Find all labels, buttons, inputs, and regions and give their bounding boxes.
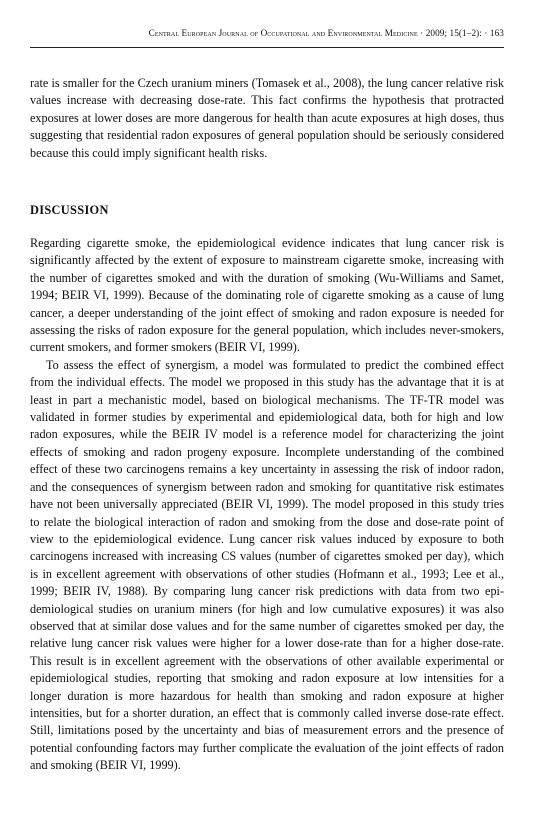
header-rule bbox=[30, 47, 504, 48]
section-heading: DISCUSSION bbox=[30, 203, 109, 217]
paragraph: rate is smaller for the Czech uranium miners (Tomasek et al., 2008), the lung cancer relative risk values increase with decreasing dose-rate. This fact confirms the hypothesis that protracted exposures at lower doses are more dangerous for health than acute exposures at high doses, thus suggesting that residential radon exposures of general population should be seriously considered because this could imply significant health risks. bbox=[30, 76, 504, 160]
issue-citation: · 2009; 15(1–2): · 163 bbox=[417, 28, 504, 38]
journal-title: Central European Journal of Occupational and Environmental Medicine bbox=[148, 28, 418, 38]
paragraph: To assess the effect of synergism, a model was formulated to predict the combined effect from the individual effects. The model we proposed in this study has the advantage that it is at least in part a mechanistic model, based on biological mechanisms. The TF-TR model was validated in former studies by experimental and epidemiological data, both for high and low radon exposures, while the BEIR IV model is a reference model for characterizing the joint effects of smoking and radon progeny exposure. Incomplete understanding of the combined effect of these two carcinogens remains a key uncertainty in assessing the risk of indoor radon, and the consequences of synergism between radon and smoking for quantitative risk estimates have not been universally appreciated (BEIR VI, 1999). The model proposed in this study tries to relate the biological interaction of radon and smoking from the dose and dose-rate point of view to the epidemiological evidence. Lung cancer risk values induced by exposure to both carcinogens increased with increasing CS values (number of cigarettes smoked per day), which is in excellent agreement with observations of other studies (Hofmann et al., 1993; Lee et al., 1999; BEIR IV, 1988). By comparing lung cancer risk predictions with data from two epidemiological studies on uranium miners (for high and low cumulative exposures) it was also observed that at similar dose values and for the same number of cigarettes smoked per day, the relative lung cancer risk values were higher for a lower dose-rate than for a higher dose-rate. This result is in excellent agreement with the observations of other available experimental or epidemiological studies, reporting that smoking and radon exposure at low intensities for a longer duration is more hazardous for health than smoking and radon exposure at higher intensities, but for a shorter duration, an effect that is commonly called inverse dose-rate effect. Still, limitations posed by the uncertainty and bias of measurement errors and the presence of potential confounding factors may further complicate the evaluation of the joint effects of radon and smoking (BEIR VI, 1999). bbox=[30, 357, 504, 773]
discussion-section bbox=[30, 235, 504, 775]
running-head bbox=[30, 28, 504, 38]
intro-text bbox=[30, 75, 504, 162]
paragraph: Regarding cigarette smoke, the epidemiological evidence indicates that lung cancer risk is significantly affected by the extent of exposure to mainstream cigarette smoke, increasing with the number of cigarettes smoked and with the duration of smoking (Wu-Williams and Samet, 1994; BEIR VI, 1999). Because of the dominating role of cigarette smoking as a cause of lung cancer, a deeper understanding of the joint effect of smoking and radon exposure is needed for assessing the risks of radon exposure for the general population, which includes never-smokers, current smokers, and former smokers (BEIR VI, 1999). bbox=[30, 236, 504, 355]
